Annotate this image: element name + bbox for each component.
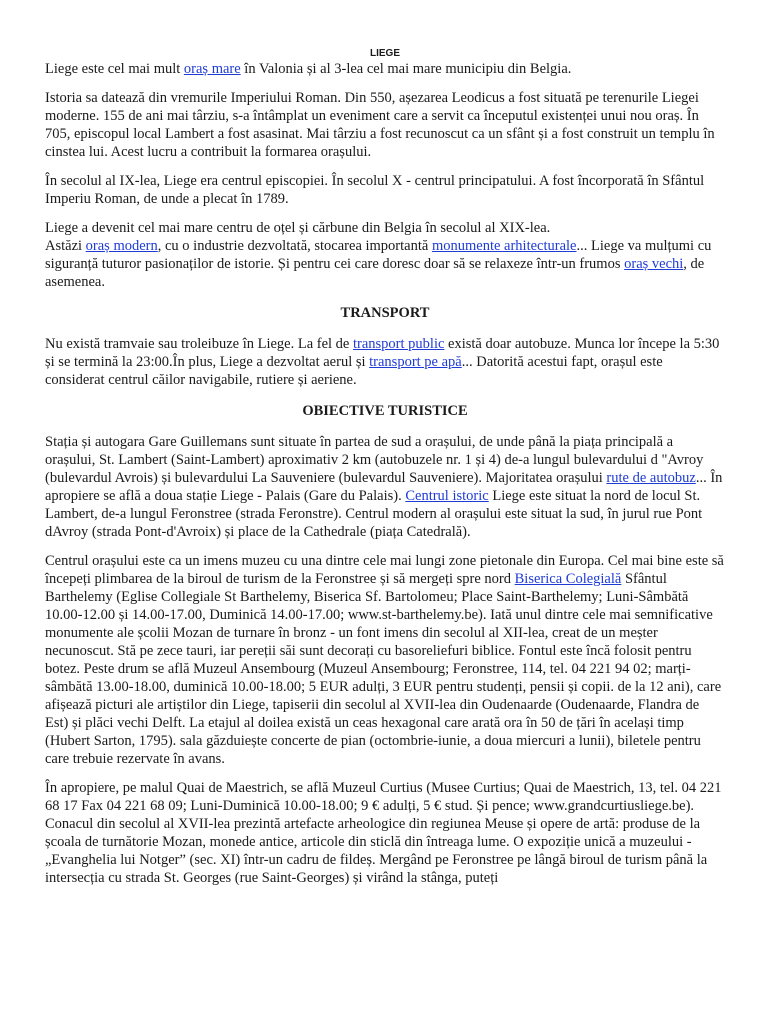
link-monumente-arhitecturale[interactable]: monumente arhitecturale	[431, 238, 577, 254]
link-oras-mare[interactable]: oraș mare	[183, 61, 241, 77]
link-biserica-colegiala[interactable]: Biserica Colegială	[514, 571, 622, 587]
text-span: Liege a devenit cel mai mare centru de oțel și cărbune din Belgia în secolul al XIX-lea.	[45, 220, 551, 236]
paragraph-intro	[45, 60, 725, 78]
paragraph-history: Istoria sa datează din vremurile Imperiului Roman. Din 550, așezarea Leodicus a fost situată pe terenurile Liegei moderne. 155 de ani mai târziu, s-a întâmplat un eveniment care a servit ca începutul existenței unui nou oraș. În 705, episcopul local Lambert a fost asasinat. Mai târziu a fost recunoscut ca un sfânt și a fost construit un templu în cinstea lui. Acest lucru a contribuit la formarea orașului.	[45, 90, 715, 160]
paragraph-industry	[45, 219, 725, 291]
text-span: ... Liege va mulțumi cu siguranță tuturor pasionaților de istorie. Și pentru cei care doresc doar să se relaxeze într-un frumos	[45, 238, 712, 272]
text-span: , cu o industrie dezvoltată, stocarea importantă	[157, 238, 432, 254]
link-transport-pe-apa[interactable]: transport pe apă	[369, 354, 462, 370]
text-span: Nu există tramvaie sau troleibuze în Liege. La fel de	[45, 336, 353, 352]
document-page	[45, 48, 725, 887]
link-rute-de-autobuz[interactable]: rute de autobuz	[606, 470, 696, 486]
text-span: Liege este situat la nord de locul St. Lambert, de-a lungul Feronstree (strada Feronstre). Centrul modern al orașului este situat la sud, în jurul rue Pont dAvroy (strada Pont-d'Avroix) și place de la Cathedrale (piața Catedrală).	[45, 488, 703, 540]
paragraph-curtius: În apropiere, pe malul Quai de Maestrich, se află Muzeul Curtius (Musee Curtius; Quai de Maestrich, 13, tel. 04 221 68 17 Fax 04 221 68 09; Luni-Duminică 10.00-18.00; 9 € adulți, 5 € stud. Și pence; www.grandcurtiusliege.be). Conacul din secolul al XVII-lea prezintă artefacte arheologice din regiunea Meuse și opere de artă: produse de la școala de turnătorie Mozan, monede antice, articole din sticlă din întreaga lume. O expoziție unică a muzeului - „Evanghelia lui Notger” (sec. XI) într-un cadru de fildeș. Mergând pe Feronstree pe lângă biroul de turism până la intersecția cu strada St. Georges (rue Saint-Georges) și virând la stânga, puteți	[45, 780, 722, 886]
heading-transport: TRANSPORT	[340, 305, 430, 321]
text-span: în Valonia și al 3-lea cel mai mare municipiu din Belgia.	[240, 61, 572, 77]
text-span: ... În apropiere se află a doua stație Liege - Palais (Gare du Palais).	[45, 470, 723, 504]
text-span: , de asemenea.	[45, 256, 705, 290]
link-oras-modern[interactable]: oraș modern	[85, 238, 158, 254]
paragraph-transport	[45, 335, 725, 389]
paragraph-stations	[45, 433, 725, 541]
text-span: Liege este cel mai mult	[45, 61, 184, 77]
text-span: Sfântul Barthelemy (Eglise Collegiale St Barthelemy, Biserica Sf. Bartolomeu; Place Saint-Barthelemy; Luni-Sâmbătă 10.00-12.00 și 14.00-17.00, Duminică 14.00-17.00; www.st-barthelemy.be). Iată unul dintre cele mai semnificative monumente ale școlii Mozan de turnare în bronz - un font imens din secolul al XII-lea, creat de un meșter necunoscut. Stă pe zece tauri, iar pereții săi sunt decorați cu basoreliefuri biblice. Fontul este încă folosit pentru botez. Peste drum se află Muzeul Ansembourg (Muzeul Ansembourg; Feronstree, 114, tel. 04 221 94 02; marți-sâmbătă 13.00-18.00, duminică 10.00-18.00; 5 EUR adulți, 3 EUR pentru studenți, pensii și copii. de la 12 ani), care afișează picturi ale artiștilor din Liege, tapiserii din secolul al XVII-lea din Oudenaarde (Oudenaarde, Flandra de Est) și plăci vechi Delft. La etajul al doilea există un ceas hexagonal care arată ora în 50 de țări în același timp (Hubert Sarton, 1795). sala găzduiește concerte de pian (octombrie-iunie, a doua miercuri a lunii), biletele pentru care trebuie rezervate în avans.	[45, 571, 722, 767]
text-span: Centrul orașului este ca un imens muzeu cu una dintre cele mai lungi zone pietonale din Europa. Cel mai bine este să începeți plimbarea de la biroul de turism de la Feronstree și să mergeți spre nord	[45, 553, 724, 587]
link-transport-public[interactable]: transport public	[353, 336, 445, 352]
text-span: Astăzi	[45, 238, 86, 254]
text-span: ... Datorită acestui fapt, orașul este considerat centrul căilor navigabile, rutiere și aeriene.	[45, 354, 663, 388]
paragraph-centuries: În secolul al IX-lea, Liege era centrul episcopiei. În secolul X - centrul principatului. A fost încorporată în Sfântul Imperiu Roman, de unde a plecat în 1789.	[45, 173, 705, 207]
paragraph-city-center	[45, 552, 725, 768]
text-span: Stația și autogara Gare Guillemans sunt situate în partea de sud a orașului, de unde până la piața principală a orașului, St. Lambert (Saint-Lambert) aproximativ 2 km (autobuzele nr. 1 și 4) de-a lungul bulevardului d "Avroy (bulevardul Avrois) și bulevardului La Sauveniere (bulevardul Sauveniere). Majoritatea orașului	[45, 434, 704, 486]
link-centrul-istoric[interactable]: Centrul istoric	[405, 488, 489, 504]
document-title: LIEGE	[369, 48, 400, 59]
link-oras-vechi[interactable]: oraș vechi	[624, 256, 684, 272]
heading-objectives: OBIECTIVE TURISTICE	[302, 403, 468, 419]
text-span: există doar autobuze. Munca lor începe la 5:30 și se termină la 23:00.În plus, Liege a dezvoltat aerul și	[45, 336, 720, 370]
